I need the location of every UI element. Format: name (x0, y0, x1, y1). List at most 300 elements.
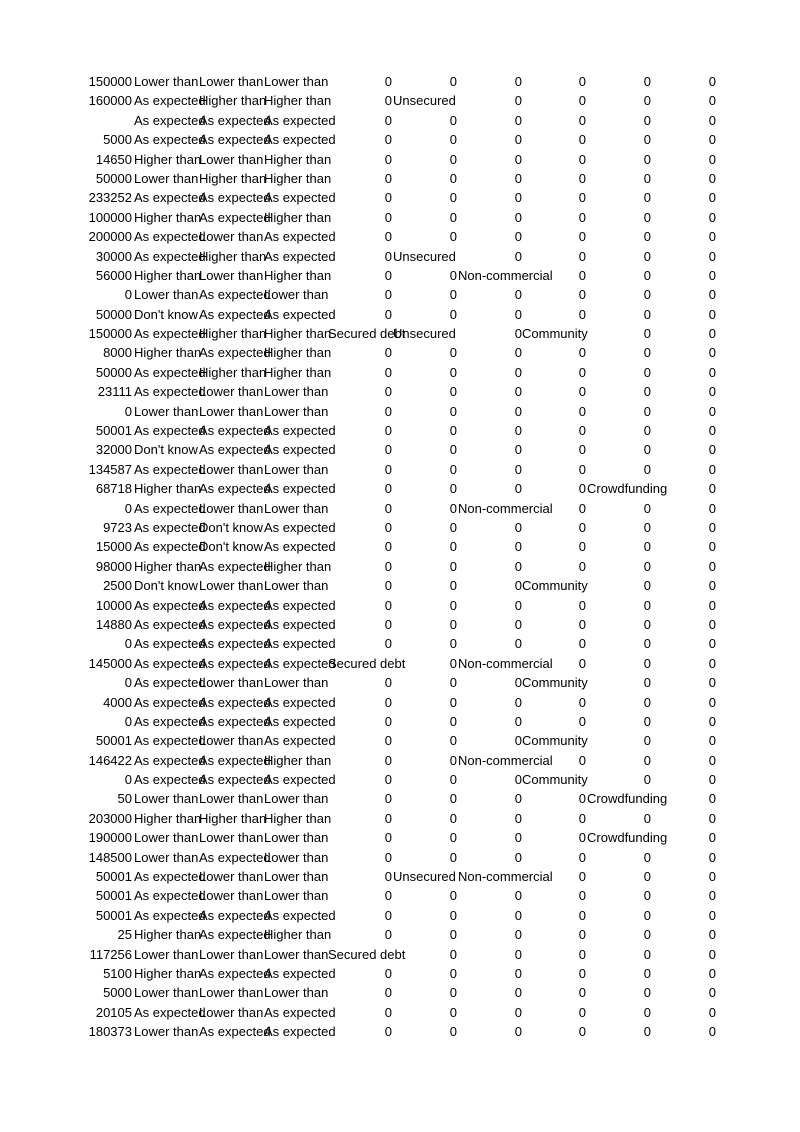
table-cell-col-6: 0 (449, 772, 457, 788)
table-cell-col-9: 0 (643, 423, 651, 439)
table-cell-col-1: 190000 (88, 830, 132, 846)
table-cell-col-9: 0 (643, 927, 651, 943)
table-cell-col-5: 0 (384, 287, 392, 303)
table-cell-col-10: 0 (708, 93, 716, 109)
table-cell-col-2: As expected (134, 112, 206, 128)
table-cell-col-4: As expected (264, 772, 336, 788)
table-cell-col-5: 0 (384, 675, 392, 691)
table-cell-col-3: Lower than (199, 946, 264, 962)
table-cell-col-5: 0 (384, 965, 392, 981)
table-cell-col-1: 56000 (95, 267, 132, 283)
table-cell-col-6: 0 (449, 597, 457, 613)
table-cell-col-9: 0 (643, 229, 651, 245)
table-cell-col-6: 0 (449, 675, 457, 691)
table-cell-col-8: 0 (578, 306, 586, 322)
table-cell-col-8: 0 (578, 190, 586, 206)
table-cell-col-8: 0 (578, 93, 586, 109)
table-cell-col-9: 0 (643, 364, 651, 380)
table-row (0, 634, 800, 653)
table-cell-col-7: 0 (514, 151, 522, 167)
table-cell-col-4: Higher than (264, 364, 332, 380)
table-cell-col-1: 50001 (95, 733, 132, 749)
table-cell-col-10: 0 (708, 597, 716, 613)
table-cell-col-3: Lower than (199, 830, 264, 846)
table-cell-col-9: 0 (643, 519, 651, 535)
table-cell-col-5: 0 (384, 772, 392, 788)
table-cell-col-1: 50001 (95, 888, 132, 904)
table-cell-col-7: 0 (514, 345, 522, 361)
table-cell-col-3: Higher than (199, 248, 267, 264)
table-cell-col-3: As expected (199, 907, 271, 923)
table-cell-col-6: 0 (449, 849, 457, 865)
table-cell-col-5: 0 (384, 578, 392, 594)
table-cell-col-9: 0 (643, 578, 651, 594)
table-row (0, 770, 800, 789)
table-cell-col-8: 0 (578, 713, 586, 729)
table-cell-col-6: 0 (449, 558, 457, 574)
table-cell-col-8: 0 (578, 752, 586, 768)
table-cell-col-8: 0 (578, 655, 586, 671)
table-cell-col-9: 0 (643, 985, 651, 1001)
table-cell-col-8: 0 (578, 423, 586, 439)
table-cell-col-5: 0 (384, 112, 392, 128)
table-cell-col-6: 0 (449, 539, 457, 555)
table-cell-col-3: Lower than (199, 74, 264, 89)
table-cell-col-1: 4000 (103, 694, 132, 710)
table-cell-col-8: 0 (578, 1024, 586, 1040)
table-cell-col-1: 180373 (88, 1024, 132, 1040)
table-cell-col-7: 0 (514, 888, 522, 904)
table-row (0, 460, 800, 479)
table-cell-col-1: 50001 (95, 869, 132, 885)
table-cell-col-2: As expected (134, 713, 206, 729)
table-cell-col-5: 0 (384, 500, 392, 516)
table-row (0, 557, 800, 576)
table-cell-col-4: Higher than (264, 927, 332, 943)
table-cell-col-4: As expected (264, 423, 336, 439)
table-cell-col-2: Lower than (134, 946, 199, 962)
table-row (0, 886, 800, 905)
table-cell-col-6: 0 (449, 74, 457, 89)
table-cell-col-1: 134587 (88, 461, 132, 477)
table-cell-col-9: 0 (643, 93, 651, 109)
table-cell-col-2: As expected (134, 132, 206, 148)
table-cell-col-4: Higher than (264, 151, 332, 167)
table-cell-col-1: 5000 (103, 985, 132, 1001)
table-cell-col-3: As expected (199, 752, 271, 768)
table-cell-col-7: Non-commercial (458, 752, 553, 768)
table-cell-col-8: Community (522, 578, 588, 594)
table-cell-col-2: Lower than (134, 985, 199, 1001)
table-cell-col-2: As expected (134, 229, 206, 245)
table-cell-col-7: 0 (514, 132, 522, 148)
table-cell-col-4: Lower than (264, 384, 329, 400)
table-cell-col-6: 0 (449, 946, 457, 962)
table-cell-col-1: 8000 (103, 345, 132, 361)
table-row (0, 111, 800, 130)
table-cell-col-5: 0 (384, 597, 392, 613)
table-cell-col-7: 0 (514, 946, 522, 962)
table-row (0, 499, 800, 518)
table-cell-col-8: 0 (578, 364, 586, 380)
table-cell-col-4: Lower than (264, 849, 329, 865)
table-cell-col-6: 0 (449, 384, 457, 400)
table-cell-col-2: As expected (134, 364, 206, 380)
table-cell-col-7: Non-commercial (458, 655, 553, 671)
table-cell-col-7: 0 (514, 810, 522, 826)
table-cell-col-3: Lower than (199, 500, 264, 516)
table-row (0, 537, 800, 556)
table-cell-col-5: 0 (384, 170, 392, 186)
table-cell-col-10: 0 (708, 869, 716, 885)
table-cell-col-1: 14880 (95, 616, 132, 632)
table-cell-col-7: 0 (514, 248, 522, 264)
table-row (0, 673, 800, 692)
table-cell-col-6: 0 (449, 519, 457, 535)
table-cell-col-6: 0 (449, 403, 457, 419)
table-cell-col-8: 0 (578, 869, 586, 885)
table-cell-col-10: 0 (708, 752, 716, 768)
table-row (0, 150, 800, 169)
table-cell-col-5: 0 (384, 733, 392, 749)
table-cell-col-7: 0 (514, 326, 522, 342)
table-cell-col-4: As expected (264, 907, 336, 923)
table-cell-col-3: Lower than (199, 384, 264, 400)
table-cell-col-5: 0 (384, 345, 392, 361)
table-cell-col-7: 0 (514, 772, 522, 788)
table-cell-col-6: 0 (449, 927, 457, 943)
table-cell-col-6: 0 (449, 306, 457, 322)
table-cell-col-1: 0 (124, 500, 132, 516)
table-cell-col-2: Higher than (134, 810, 202, 826)
table-cell-col-4: Lower than (264, 578, 329, 594)
table-cell-col-8: 0 (578, 907, 586, 923)
table-cell-col-2: As expected (134, 500, 206, 516)
table-cell-col-3: As expected (199, 132, 271, 148)
table-cell-col-3: Don't know (199, 539, 263, 555)
table-cell-col-6: 0 (449, 965, 457, 981)
table-cell-col-9: 0 (643, 1004, 651, 1020)
table-cell-col-2: As expected (134, 616, 206, 632)
table-cell-col-4: Higher than (264, 170, 332, 186)
table-cell-col-4: Lower than (264, 461, 329, 477)
table-row (0, 867, 800, 886)
table-cell-col-5: 0 (384, 364, 392, 380)
table-cell-col-10: 0 (708, 248, 716, 264)
table-cell-col-4: As expected (264, 965, 336, 981)
table-row (0, 964, 800, 983)
table-cell-col-9: 0 (643, 675, 651, 691)
table-cell-col-3: Lower than (199, 869, 264, 885)
table-cell-col-1: 50001 (95, 907, 132, 923)
table-cell-col-3: As expected (199, 190, 271, 206)
table-cell-col-7: 0 (514, 907, 522, 923)
table-cell-col-4: Higher than (264, 209, 332, 225)
table-cell-col-1: 0 (124, 403, 132, 419)
table-cell-col-10: 0 (708, 151, 716, 167)
table-cell-col-4: Higher than (264, 93, 332, 109)
table-cell-col-4: Lower than (264, 985, 329, 1001)
table-row (0, 343, 800, 362)
table-cell-col-5: 0 (384, 694, 392, 710)
table-cell-col-5: 0 (384, 869, 392, 885)
table-cell-col-8: 0 (578, 500, 586, 516)
table-row (0, 285, 800, 304)
table-cell-col-9: 0 (643, 772, 651, 788)
table-cell-col-9: 0 (643, 946, 651, 962)
table-row (0, 440, 800, 459)
table-cell-col-10: 0 (708, 907, 716, 923)
table-cell-col-2: Higher than (134, 345, 202, 361)
table-cell-col-2: As expected (134, 675, 206, 691)
table-cell-col-9: 0 (643, 326, 651, 342)
table-cell-col-1: 50 (117, 791, 132, 807)
table-cell-col-8: 0 (578, 132, 586, 148)
table-row (0, 518, 800, 537)
table-cell-col-6: 0 (449, 907, 457, 923)
table-cell-col-9: 0 (643, 345, 651, 361)
table-cell-col-2: As expected (134, 752, 206, 768)
table-cell-col-4: As expected (264, 539, 336, 555)
table-cell-col-6: 0 (449, 209, 457, 225)
table-cell-col-1: 117256 (89, 946, 132, 962)
table-cell-col-10: 0 (708, 985, 716, 1001)
table-cell-col-4: As expected (264, 713, 336, 729)
table-cell-col-6: 0 (449, 442, 457, 458)
table-cell-col-2: As expected (134, 869, 206, 885)
table-cell-col-10: 0 (708, 791, 716, 807)
table-cell-col-8: Community (522, 733, 588, 749)
table-cell-col-10: 0 (708, 461, 716, 477)
table-cell-col-1: 100000 (88, 209, 132, 225)
table-cell-col-8: 0 (578, 830, 586, 846)
table-cell-col-4: As expected (264, 616, 336, 632)
table-cell-col-6: 0 (449, 713, 457, 729)
table-cell-col-7: 0 (514, 481, 522, 497)
table-cell-col-4: Higher than (264, 752, 332, 768)
table-cell-col-6: 0 (449, 888, 457, 904)
table-cell-col-9: 0 (643, 267, 651, 283)
table-row (0, 654, 800, 673)
table-row (0, 828, 800, 847)
table-cell-col-10: 0 (708, 345, 716, 361)
table-cell-col-9: 0 (643, 190, 651, 206)
table-cell-col-3: As expected (199, 558, 271, 574)
table-cell-col-2: As expected (134, 655, 206, 671)
table-cell-col-5: 0 (384, 927, 392, 943)
table-row (0, 848, 800, 867)
table-cell-col-7: 0 (514, 423, 522, 439)
table-cell-col-4: Lower than (264, 869, 329, 885)
table-cell-col-8: 0 (578, 927, 586, 943)
table-cell-col-1: 68718 (95, 481, 132, 497)
table-cell-col-7: 0 (514, 713, 522, 729)
table-cell-col-8: 0 (578, 985, 586, 1001)
table-cell-col-1: 5100 (103, 965, 132, 981)
table-cell-col-1: 98000 (95, 558, 132, 574)
table-cell-col-3: Lower than (199, 1004, 264, 1020)
table-row (0, 208, 800, 227)
table-row (0, 925, 800, 944)
table-cell-col-5: 0 (384, 423, 392, 439)
table-cell-col-7: 0 (514, 616, 522, 632)
table-cell-col-9: 0 (643, 558, 651, 574)
table-cell-col-5: 0 (384, 403, 392, 419)
table-cell-col-8: 0 (578, 597, 586, 613)
table-cell-col-3: As expected (199, 713, 271, 729)
table-cell-col-3: As expected (199, 345, 271, 361)
table-cell-col-4: As expected (264, 229, 336, 245)
table-cell-col-5: 0 (384, 849, 392, 865)
table-cell-col-3: As expected (199, 112, 271, 128)
table-cell-col-2: Lower than (134, 849, 199, 865)
table-cell-col-3: Lower than (199, 791, 264, 807)
table-cell-col-9: 0 (643, 713, 651, 729)
table-row (0, 789, 800, 808)
table-cell-col-1: 150000 (88, 326, 132, 342)
table-cell-col-6: 0 (449, 481, 457, 497)
table-cell-col-9: 0 (643, 597, 651, 613)
table-cell-col-2: Don't know (134, 306, 198, 322)
table-cell-col-2: As expected (134, 1004, 206, 1020)
table-cell-col-9: 0 (643, 384, 651, 400)
table-cell-col-3: As expected (199, 442, 271, 458)
table-row (0, 247, 800, 266)
table-cell-col-9: 0 (643, 849, 651, 865)
table-cell-col-9: 0 (643, 752, 651, 768)
table-row (0, 266, 800, 285)
table-cell-col-5: 0 (384, 93, 392, 109)
table-row (0, 751, 800, 770)
table-cell-col-10: 0 (708, 830, 716, 846)
table-cell-col-6: 0 (449, 151, 457, 167)
table-row (0, 72, 800, 91)
table-cell-col-2: As expected (134, 733, 206, 749)
table-cell-col-7: 0 (514, 558, 522, 574)
table-cell-col-5: 0 (384, 616, 392, 632)
table-row (0, 576, 800, 595)
table-cell-col-3: Lower than (199, 461, 264, 477)
table-cell-col-4: As expected (264, 481, 336, 497)
table-cell-col-1: 0 (124, 287, 132, 303)
table-row (0, 731, 800, 750)
spreadsheet-page (0, 72, 800, 1042)
table-cell-col-3: As expected (199, 1024, 271, 1040)
table-cell-col-5: 0 (384, 209, 392, 225)
table-cell-col-10: 0 (708, 965, 716, 981)
table-cell-col-6: 0 (449, 985, 457, 1001)
table-cell-col-7: 0 (514, 636, 522, 652)
table-cell-col-4: Lower than (264, 791, 329, 807)
table-row (0, 906, 800, 925)
table-cell-col-10: 0 (708, 655, 716, 671)
table-cell-col-1: 160000 (88, 93, 132, 109)
table-row (0, 596, 800, 615)
table-cell-col-5: 0 (384, 985, 392, 1001)
table-cell-col-5: 0 (384, 267, 392, 283)
table-cell-col-4: Lower than (264, 830, 329, 846)
table-cell-col-3: As expected (199, 481, 271, 497)
table-cell-col-8: 0 (578, 519, 586, 535)
table-cell-col-4: As expected (264, 190, 336, 206)
table-cell-col-5: 0 (384, 74, 392, 89)
table-cell-col-10: 0 (708, 927, 716, 943)
table-cell-col-4: As expected (264, 597, 336, 613)
table-cell-col-10: 0 (708, 384, 716, 400)
table-cell-col-3: Lower than (199, 733, 264, 749)
table-cell-col-10: 0 (708, 772, 716, 788)
table-cell-col-1: 0 (124, 772, 132, 788)
table-cell-col-6: 0 (449, 170, 457, 186)
table-cell-col-9: 0 (643, 74, 651, 89)
table-cell-col-5: 0 (384, 481, 392, 497)
table-cell-col-3: Higher than (199, 170, 267, 186)
table-cell-col-8: 0 (578, 74, 586, 89)
table-cell-col-4: As expected (264, 1004, 336, 1020)
table-cell-col-2: As expected (134, 248, 206, 264)
table-cell-col-7: 0 (514, 694, 522, 710)
table-cell-col-3: As expected (199, 849, 271, 865)
table-cell-col-7: 0 (514, 927, 522, 943)
table-cell-col-6: 0 (449, 112, 457, 128)
table-cell-col-1: 14650 (95, 151, 132, 167)
table-cell-col-5: 0 (384, 229, 392, 245)
table-cell-col-10: 0 (708, 267, 716, 283)
table-cell-col-10: 0 (708, 229, 716, 245)
table-cell-col-5: 0 (384, 830, 392, 846)
table-cell-col-6: 0 (449, 345, 457, 361)
table-cell-col-5: 0 (384, 461, 392, 477)
table-cell-col-8: 0 (578, 267, 586, 283)
table-row (0, 479, 800, 498)
table-cell-col-8: 0 (578, 636, 586, 652)
table-cell-col-9: 0 (643, 442, 651, 458)
table-cell-col-2: Lower than (134, 74, 199, 89)
table-cell-col-5: 0 (384, 539, 392, 555)
table-cell-col-5: 0 (384, 1024, 392, 1040)
table-cell-col-1: 145000 (88, 655, 132, 671)
table-cell-col-5: 0 (384, 190, 392, 206)
table-cell-col-10: 0 (708, 74, 716, 89)
table-cell-col-7: 0 (514, 985, 522, 1001)
table-cell-col-10: 0 (708, 170, 716, 186)
table-cell-col-1: 23111 (97, 384, 132, 400)
table-cell-col-6: 0 (449, 500, 457, 516)
table-cell-col-10: 0 (708, 558, 716, 574)
table-cell-col-8: 0 (578, 616, 586, 632)
table-cell-col-9: Crowdfunding (587, 481, 668, 497)
table-cell-col-10: 0 (708, 946, 716, 962)
table-cell-col-5: 0 (384, 1004, 392, 1020)
table-cell-col-6: 0 (449, 791, 457, 807)
table-cell-col-4: Lower than (264, 500, 329, 516)
table-cell-col-1 (80, 111, 132, 130)
table-cell-col-4: As expected (264, 519, 336, 535)
table-cell-col-3: Higher than (199, 93, 267, 109)
table-cell-col-1: 0 (124, 713, 132, 729)
table-cell-col-7: 0 (514, 791, 522, 807)
table-cell-col-8: 0 (578, 287, 586, 303)
table-cell-col-4: Lower than (264, 74, 329, 89)
table-cell-col-9: 0 (643, 248, 651, 264)
table-cell-col-10: 0 (708, 364, 716, 380)
table-cell-col-6: 0 (449, 461, 457, 477)
table-cell-col-7: 0 (514, 830, 522, 846)
table-cell-col-7: 0 (514, 306, 522, 322)
table-cell-col-2: Higher than (134, 151, 202, 167)
table-cell-col-3: As expected (199, 306, 271, 322)
table-cell-col-2: Lower than (134, 170, 199, 186)
